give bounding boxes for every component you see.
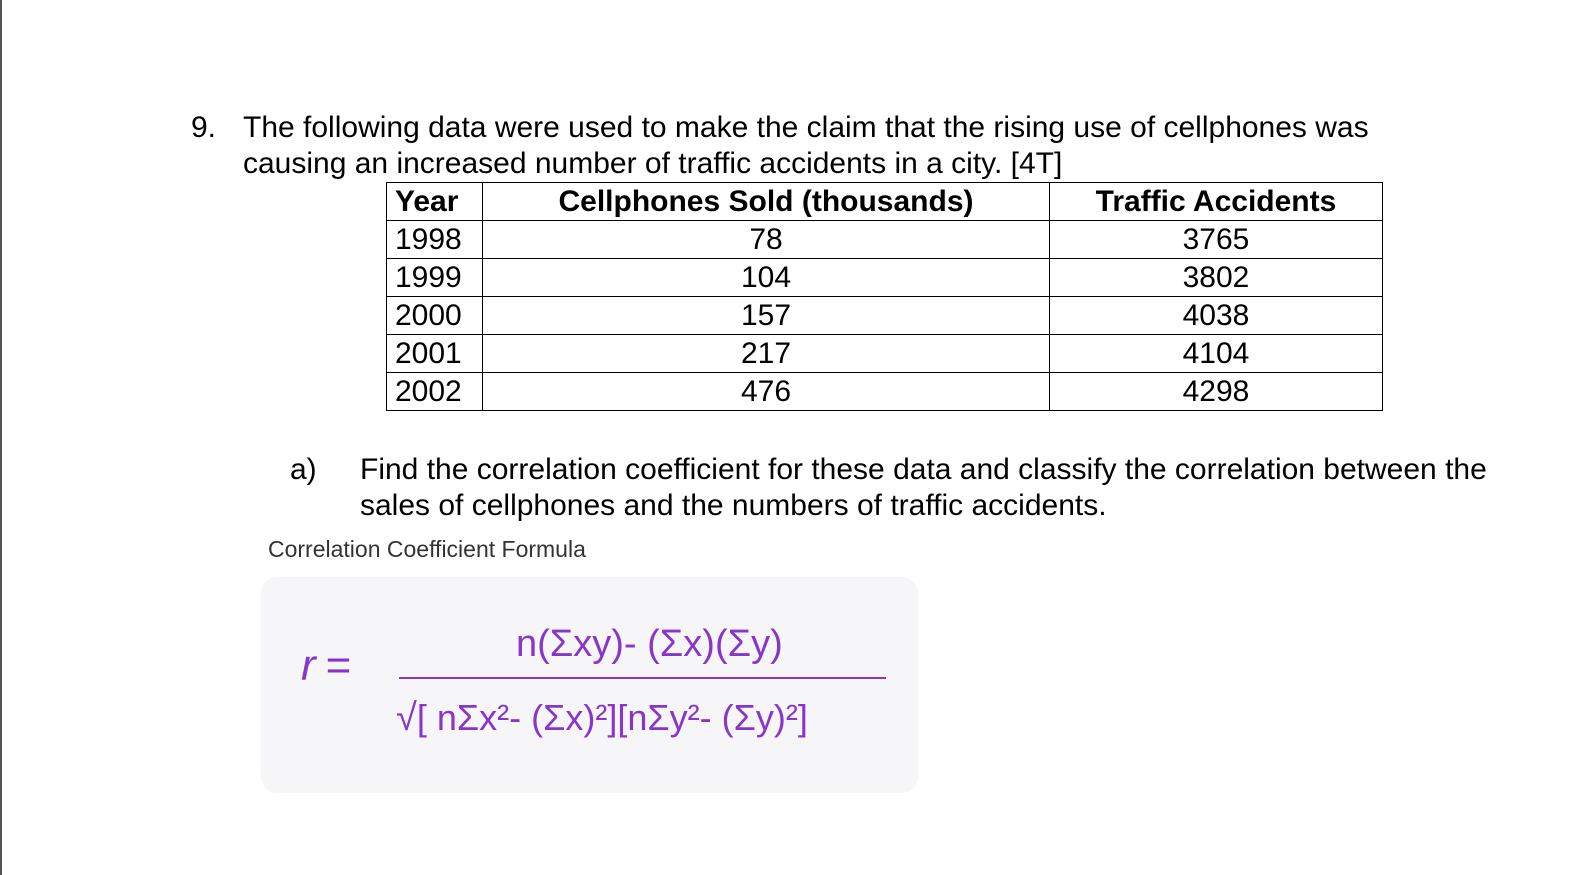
formula-r: r <box>301 641 316 690</box>
formula-numerator: n(Σxy)- (Σx)(Σy) <box>516 623 783 665</box>
table-row <box>387 259 1383 297</box>
cell-accidents: 4104 <box>1050 335 1383 373</box>
cell-year: 2001 <box>387 335 483 373</box>
table-header-row <box>387 183 1383 221</box>
page-left-edge <box>0 0 2 875</box>
formula-denominator-group <box>396 697 808 740</box>
header-year: Year <box>387 183 483 221</box>
question-text: The following data were used to make the claim that the rising use of cellphones was causing an increased number of traffic accidents in a city. [4T] <box>243 111 1369 180</box>
cell-accidents: 3802 <box>1050 259 1383 297</box>
cell-year: 1999 <box>387 259 483 297</box>
table-row <box>387 373 1383 411</box>
formula-equals: = <box>325 641 352 690</box>
table-row <box>387 297 1383 335</box>
cell-year: 2000 <box>387 297 483 335</box>
sqrt-icon: √ <box>396 697 417 739</box>
cell-cellphones: 78 <box>483 221 1050 259</box>
fraction-line <box>399 677 886 679</box>
formula-lhs <box>301 641 351 691</box>
formula-denominator: [ nΣx²- (Σx)²][nΣy²- (Σy)²] <box>416 697 808 738</box>
cell-accidents: 4298 <box>1050 373 1383 411</box>
cell-cellphones: 217 <box>483 335 1050 373</box>
table-row <box>387 221 1383 259</box>
table-row <box>387 335 1383 373</box>
cell-accidents: 4038 <box>1050 297 1383 335</box>
cell-year: 2002 <box>387 373 483 411</box>
part-a-label: a) <box>290 453 317 486</box>
cell-year: 1998 <box>387 221 483 259</box>
header-cellphones: Cellphones Sold (thousands) <box>483 183 1050 221</box>
formula-box <box>261 577 918 793</box>
cell-cellphones: 476 <box>483 373 1050 411</box>
part-a-text: Find the correlation coefficient for these data and classify the correlation between the sales of cellphones and the numbers of traffic accidents. <box>360 453 1487 522</box>
question-number: 9. <box>191 111 217 144</box>
formula-caption: Correlation Coefficient Formula <box>268 536 586 562</box>
data-table <box>386 182 1383 411</box>
cell-accidents: 3765 <box>1050 221 1383 259</box>
header-accidents: Traffic Accidents <box>1050 183 1383 221</box>
cell-cellphones: 157 <box>483 297 1050 335</box>
cell-cellphones: 104 <box>483 259 1050 297</box>
